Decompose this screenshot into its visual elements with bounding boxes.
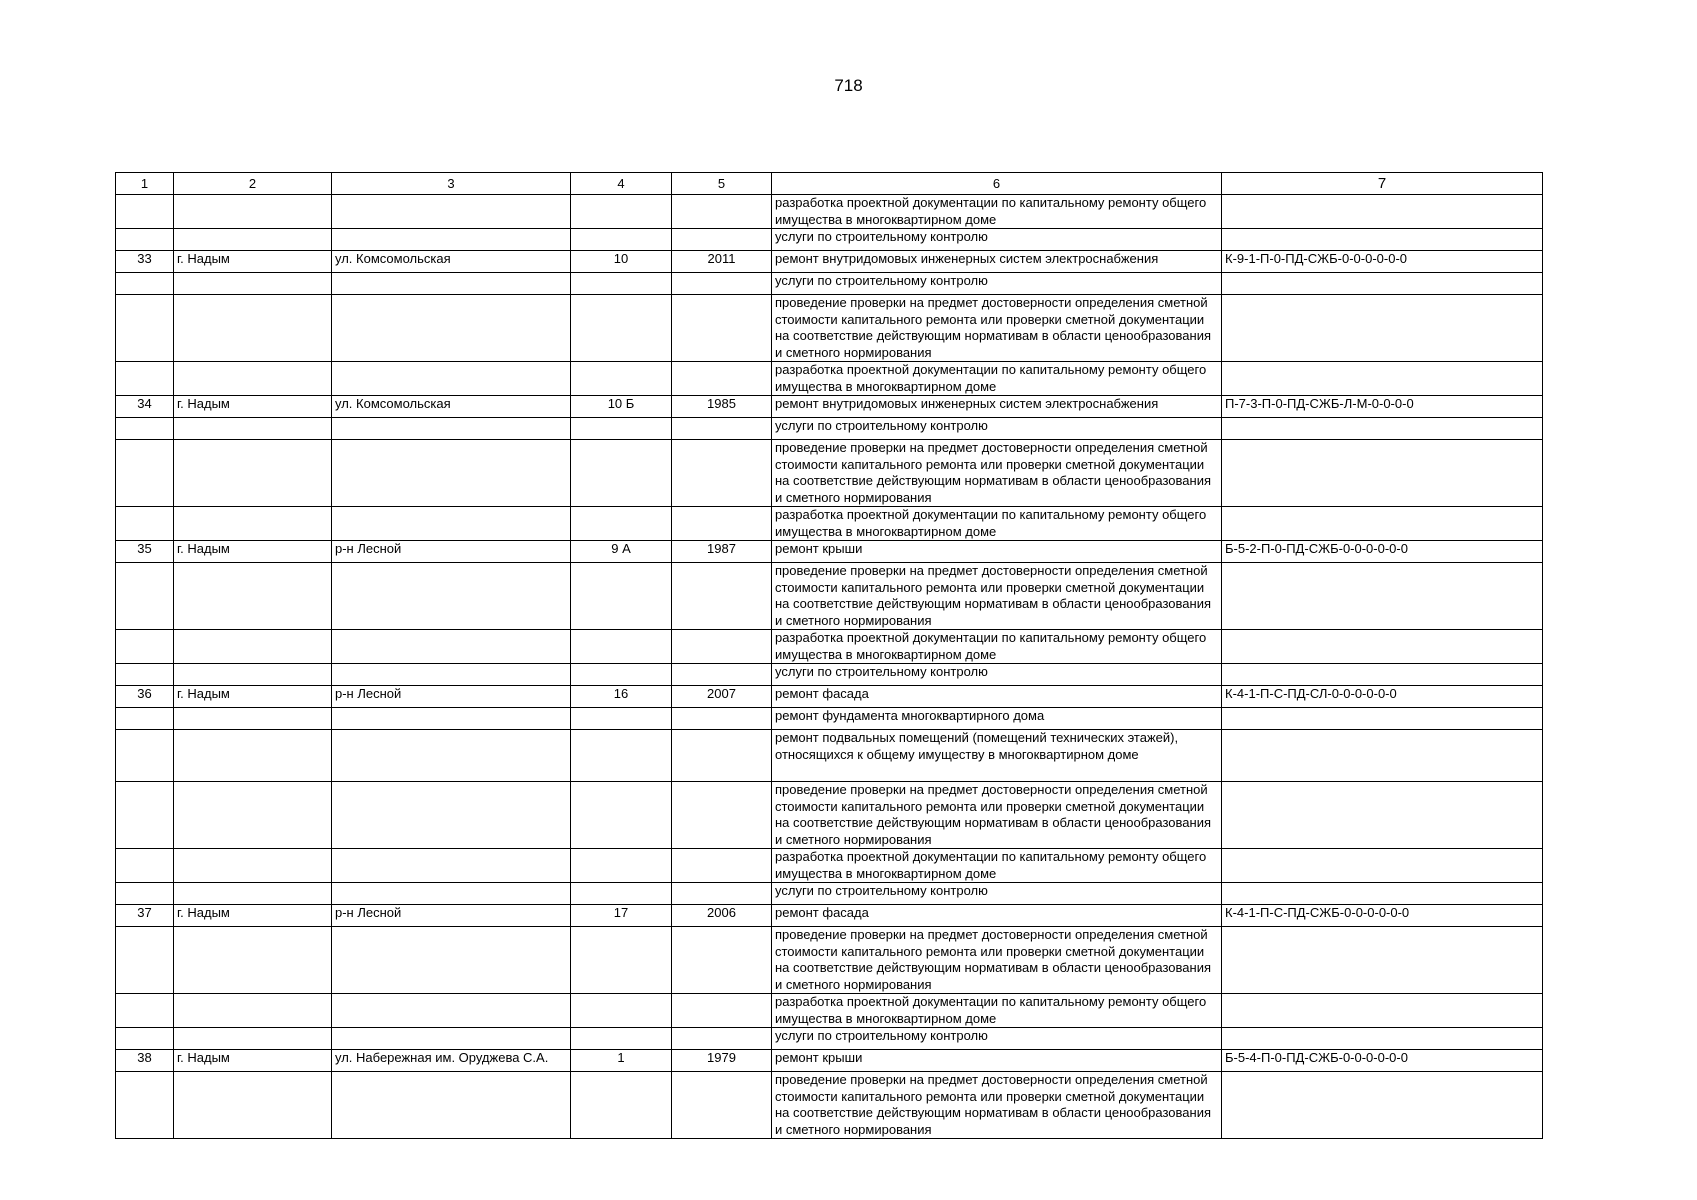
repair-program-table xyxy=(115,172,1543,1139)
cell-city xyxy=(174,1028,332,1050)
cell-street xyxy=(332,782,571,849)
table-row xyxy=(116,905,1543,927)
cell-row-number xyxy=(116,664,174,686)
cell-house-number xyxy=(571,273,672,295)
cell-building-code xyxy=(1222,664,1543,686)
cell-street: ул. Набережная им. Оруджева С.А. xyxy=(332,1050,571,1072)
cell-city: г. Надым xyxy=(174,396,332,418)
header-col-5: 5 xyxy=(672,173,772,195)
cell-house-number: 17 xyxy=(571,905,672,927)
cell-house-number xyxy=(571,730,672,782)
cell-house-number xyxy=(571,1028,672,1050)
cell-house-number: 16 xyxy=(571,686,672,708)
cell-street xyxy=(332,362,571,396)
cell-row-number xyxy=(116,229,174,251)
cell-building-code: Б-5-2-П-0-ПД-СЖБ-0-0-0-0-0-0 xyxy=(1222,541,1543,563)
cell-street xyxy=(332,630,571,664)
cell-year-built xyxy=(672,273,772,295)
cell-city xyxy=(174,229,332,251)
table-row xyxy=(116,563,1543,630)
cell-street: р-н Лесной xyxy=(332,686,571,708)
cell-house-number xyxy=(571,782,672,849)
cell-work-type: услуги по строительному контролю xyxy=(772,883,1222,905)
cell-house-number xyxy=(571,927,672,994)
cell-street xyxy=(332,708,571,730)
cell-building-code xyxy=(1222,418,1543,440)
cell-year-built xyxy=(672,782,772,849)
cell-building-code: Б-5-4-П-0-ПД-СЖБ-0-0-0-0-0-0 xyxy=(1222,1050,1543,1072)
cell-house-number xyxy=(571,418,672,440)
cell-year-built xyxy=(672,195,772,229)
cell-year-built xyxy=(672,730,772,782)
cell-house-number xyxy=(571,295,672,362)
table-row xyxy=(116,664,1543,686)
header-col-4: 4 xyxy=(571,173,672,195)
header-col-2: 2 xyxy=(174,173,332,195)
header-col-3: 3 xyxy=(332,173,571,195)
cell-city xyxy=(174,664,332,686)
cell-building-code: К-4-1-П-С-ПД-СЖБ-0-0-0-0-0-0 xyxy=(1222,905,1543,927)
table-row xyxy=(116,1050,1543,1072)
table-row xyxy=(116,630,1543,664)
cell-house-number xyxy=(571,849,672,883)
cell-work-type: проведение проверки на предмет достоверности определения сметной стоимости капитального ремонта или проверки сметной документации на соответствие действующим нормативам в области ценообразования и сметного нормирования xyxy=(772,782,1222,849)
cell-city xyxy=(174,440,332,507)
cell-street xyxy=(332,927,571,994)
cell-work-type: проведение проверки на предмет достоверности определения сметной стоимости капитального ремонта или проверки сметной документации на соответствие действующим нормативам в области ценообразования и сметного нормирования xyxy=(772,295,1222,362)
cell-house-number xyxy=(571,630,672,664)
cell-work-type: ремонт фасада xyxy=(772,905,1222,927)
table-row xyxy=(116,1028,1543,1050)
cell-city xyxy=(174,630,332,664)
cell-row-number xyxy=(116,849,174,883)
cell-street xyxy=(332,295,571,362)
cell-row-number xyxy=(116,295,174,362)
table-row xyxy=(116,507,1543,541)
cell-row-number: 37 xyxy=(116,905,174,927)
table-row xyxy=(116,418,1543,440)
cell-house-number xyxy=(571,994,672,1028)
table-row xyxy=(116,994,1543,1028)
cell-city xyxy=(174,362,332,396)
cell-street xyxy=(332,440,571,507)
cell-building-code xyxy=(1222,273,1543,295)
table-row xyxy=(116,229,1543,251)
cell-row-number: 38 xyxy=(116,1050,174,1072)
cell-row-number xyxy=(116,782,174,849)
cell-city xyxy=(174,849,332,883)
table-row xyxy=(116,686,1543,708)
cell-row-number xyxy=(116,883,174,905)
cell-house-number xyxy=(571,362,672,396)
cell-house-number: 9 А xyxy=(571,541,672,563)
cell-year-built xyxy=(672,295,772,362)
table-row xyxy=(116,927,1543,994)
cell-house-number xyxy=(571,507,672,541)
cell-work-type: разработка проектной документации по капитальному ремонту общего имущества в многоквартирном доме xyxy=(772,507,1222,541)
cell-city xyxy=(174,507,332,541)
cell-city: г. Надым xyxy=(174,251,332,273)
cell-house-number xyxy=(571,664,672,686)
cell-row-number xyxy=(116,563,174,630)
cell-year-built xyxy=(672,507,772,541)
cell-year-built xyxy=(672,1028,772,1050)
cell-work-type: услуги по строительному контролю xyxy=(772,229,1222,251)
cell-year-built xyxy=(672,883,772,905)
cell-work-type: проведение проверки на предмет достоверности определения сметной стоимости капитального ремонта или проверки сметной документации на соответствие действующим нормативам в области ценообразования и сметного нормирования xyxy=(772,563,1222,630)
cell-row-number xyxy=(116,708,174,730)
cell-city xyxy=(174,295,332,362)
cell-year-built xyxy=(672,849,772,883)
cell-building-code xyxy=(1222,849,1543,883)
cell-street xyxy=(332,418,571,440)
cell-house-number xyxy=(571,440,672,507)
cell-year-built xyxy=(672,563,772,630)
cell-work-type: разработка проектной документации по капитальному ремонту общего имущества в многоквартирном доме xyxy=(772,849,1222,883)
cell-building-code xyxy=(1222,1072,1543,1139)
cell-city: г. Надым xyxy=(174,541,332,563)
cell-year-built xyxy=(672,229,772,251)
cell-building-code xyxy=(1222,507,1543,541)
cell-city xyxy=(174,273,332,295)
cell-street xyxy=(332,273,571,295)
cell-building-code xyxy=(1222,708,1543,730)
header-row xyxy=(116,173,1543,195)
cell-house-number xyxy=(571,563,672,630)
cell-city xyxy=(174,708,332,730)
cell-house-number xyxy=(571,708,672,730)
cell-work-type: ремонт крыши xyxy=(772,541,1222,563)
cell-work-type: ремонт фасада xyxy=(772,686,1222,708)
cell-building-code xyxy=(1222,563,1543,630)
cell-street: ул. Комсомольская xyxy=(332,396,571,418)
table-row xyxy=(116,541,1543,563)
cell-street xyxy=(332,195,571,229)
cell-street: р-н Лесной xyxy=(332,905,571,927)
table-row xyxy=(116,1072,1543,1139)
cell-year-built xyxy=(672,440,772,507)
cell-city: г. Надым xyxy=(174,905,332,927)
cell-row-number xyxy=(116,195,174,229)
cell-building-code xyxy=(1222,883,1543,905)
cell-year-built: 2007 xyxy=(672,686,772,708)
cell-row-number: 35 xyxy=(116,541,174,563)
cell-street xyxy=(332,1072,571,1139)
cell-building-code xyxy=(1222,730,1543,782)
cell-building-code: П-7-3-П-0-ПД-СЖБ-Л-М-0-0-0-0 xyxy=(1222,396,1543,418)
cell-city xyxy=(174,883,332,905)
cell-row-number xyxy=(116,1072,174,1139)
cell-city: г. Надым xyxy=(174,686,332,708)
cell-building-code xyxy=(1222,994,1543,1028)
cell-work-type: ремонт крыши xyxy=(772,1050,1222,1072)
cell-year-built xyxy=(672,664,772,686)
cell-building-code xyxy=(1222,630,1543,664)
cell-city xyxy=(174,418,332,440)
header-col-6: 6 xyxy=(772,173,1222,195)
cell-building-code xyxy=(1222,927,1543,994)
cell-row-number xyxy=(116,273,174,295)
cell-city xyxy=(174,1072,332,1139)
table-body xyxy=(116,195,1543,1139)
cell-row-number: 34 xyxy=(116,396,174,418)
cell-building-code xyxy=(1222,295,1543,362)
cell-street xyxy=(332,229,571,251)
cell-city xyxy=(174,195,332,229)
cell-house-number xyxy=(571,229,672,251)
page-number: 718 xyxy=(834,76,863,95)
cell-building-code xyxy=(1222,195,1543,229)
table-row xyxy=(116,849,1543,883)
cell-work-type: разработка проектной документации по капитальному ремонту общего имущества в многоквартирном доме xyxy=(772,994,1222,1028)
cell-house-number: 1 xyxy=(571,1050,672,1072)
cell-building-code xyxy=(1222,229,1543,251)
cell-year-built xyxy=(672,927,772,994)
cell-street xyxy=(332,994,571,1028)
table-row xyxy=(116,883,1543,905)
cell-work-type: ремонт подвальных помещений (помещений технических этажей), относящихся к общему имуществу в многоквартирном доме xyxy=(772,730,1222,782)
cell-row-number xyxy=(116,1028,174,1050)
cell-row-number xyxy=(116,418,174,440)
cell-house-number: 10 Б xyxy=(571,396,672,418)
header-col-7: 7 xyxy=(1222,173,1543,195)
cell-work-type: проведение проверки на предмет достоверности определения сметной стоимости капитального ремонта или проверки сметной документации на соответствие действующим нормативам в области ценообразования и сметного нормирования xyxy=(772,927,1222,994)
cell-building-code xyxy=(1222,362,1543,396)
table-row xyxy=(116,362,1543,396)
cell-work-type: проведение проверки на предмет достоверности определения сметной стоимости капитального ремонта или проверки сметной документации на соответствие действующим нормативам в области ценообразования и сметного нормирования xyxy=(772,440,1222,507)
cell-work-type: проведение проверки на предмет достоверности определения сметной стоимости капитального ремонта или проверки сметной документации на соответствие действующим нормативам в области ценообразования и сметного нормирования xyxy=(772,1072,1222,1139)
table-row xyxy=(116,195,1543,229)
cell-city xyxy=(174,927,332,994)
cell-city: г. Надым xyxy=(174,1050,332,1072)
cell-row-number: 36 xyxy=(116,686,174,708)
table-row xyxy=(116,730,1543,782)
cell-work-type: ремонт фундамента многоквартирного дома xyxy=(772,708,1222,730)
cell-building-code xyxy=(1222,782,1543,849)
cell-year-built xyxy=(672,362,772,396)
table-row xyxy=(116,251,1543,273)
header-col-1: 1 xyxy=(116,173,174,195)
cell-work-type: услуги по строительному контролю xyxy=(772,1028,1222,1050)
cell-year-built xyxy=(672,994,772,1028)
cell-street: ул. Комсомольская xyxy=(332,251,571,273)
cell-building-code: К-4-1-П-С-ПД-СЛ-0-0-0-0-0-0 xyxy=(1222,686,1543,708)
cell-row-number xyxy=(116,927,174,994)
cell-work-type: разработка проектной документации по капитальному ремонту общего имущества в многоквартирном доме xyxy=(772,362,1222,396)
cell-row-number xyxy=(116,507,174,541)
table-row xyxy=(116,708,1543,730)
cell-work-type: разработка проектной документации по капитальному ремонту общего имущества в многоквартирном доме xyxy=(772,195,1222,229)
cell-city xyxy=(174,730,332,782)
cell-year-built xyxy=(672,708,772,730)
cell-building-code: К-9-1-П-0-ПД-СЖБ-0-0-0-0-0-0 xyxy=(1222,251,1543,273)
cell-house-number: 10 xyxy=(571,251,672,273)
cell-street xyxy=(332,730,571,782)
cell-row-number xyxy=(116,730,174,782)
cell-work-type: услуги по строительному контролю xyxy=(772,664,1222,686)
cell-street: р-н Лесной xyxy=(332,541,571,563)
cell-street xyxy=(332,1028,571,1050)
cell-work-type: ремонт внутридомовых инженерных систем электроснабжения xyxy=(772,396,1222,418)
cell-street xyxy=(332,849,571,883)
table-row xyxy=(116,782,1543,849)
cell-building-code xyxy=(1222,440,1543,507)
cell-row-number xyxy=(116,440,174,507)
cell-house-number xyxy=(571,195,672,229)
table-row xyxy=(116,440,1543,507)
cell-work-type: разработка проектной документации по капитальному ремонту общего имущества в многоквартирном доме xyxy=(772,630,1222,664)
cell-street xyxy=(332,563,571,630)
cell-row-number xyxy=(116,362,174,396)
cell-year-built: 1979 xyxy=(672,1050,772,1072)
cell-work-type: услуги по строительному контролю xyxy=(772,273,1222,295)
table-row xyxy=(116,295,1543,362)
cell-city xyxy=(174,782,332,849)
cell-year-built: 1985 xyxy=(672,396,772,418)
cell-street xyxy=(332,507,571,541)
cell-street xyxy=(332,664,571,686)
table-row xyxy=(116,396,1543,418)
cell-year-built xyxy=(672,630,772,664)
cell-year-built xyxy=(672,1072,772,1139)
cell-street xyxy=(332,883,571,905)
cell-work-type: услуги по строительному контролю xyxy=(772,418,1222,440)
cell-row-number xyxy=(116,630,174,664)
cell-city xyxy=(174,563,332,630)
cell-work-type: ремонт внутридомовых инженерных систем электроснабжения xyxy=(772,251,1222,273)
cell-year-built xyxy=(672,418,772,440)
cell-row-number xyxy=(116,994,174,1028)
cell-year-built: 1987 xyxy=(672,541,772,563)
cell-house-number xyxy=(571,883,672,905)
cell-year-built: 2011 xyxy=(672,251,772,273)
cell-city xyxy=(174,994,332,1028)
cell-year-built: 2006 xyxy=(672,905,772,927)
cell-row-number: 33 xyxy=(116,251,174,273)
cell-house-number xyxy=(571,1072,672,1139)
table-row xyxy=(116,273,1543,295)
cell-building-code xyxy=(1222,1028,1543,1050)
